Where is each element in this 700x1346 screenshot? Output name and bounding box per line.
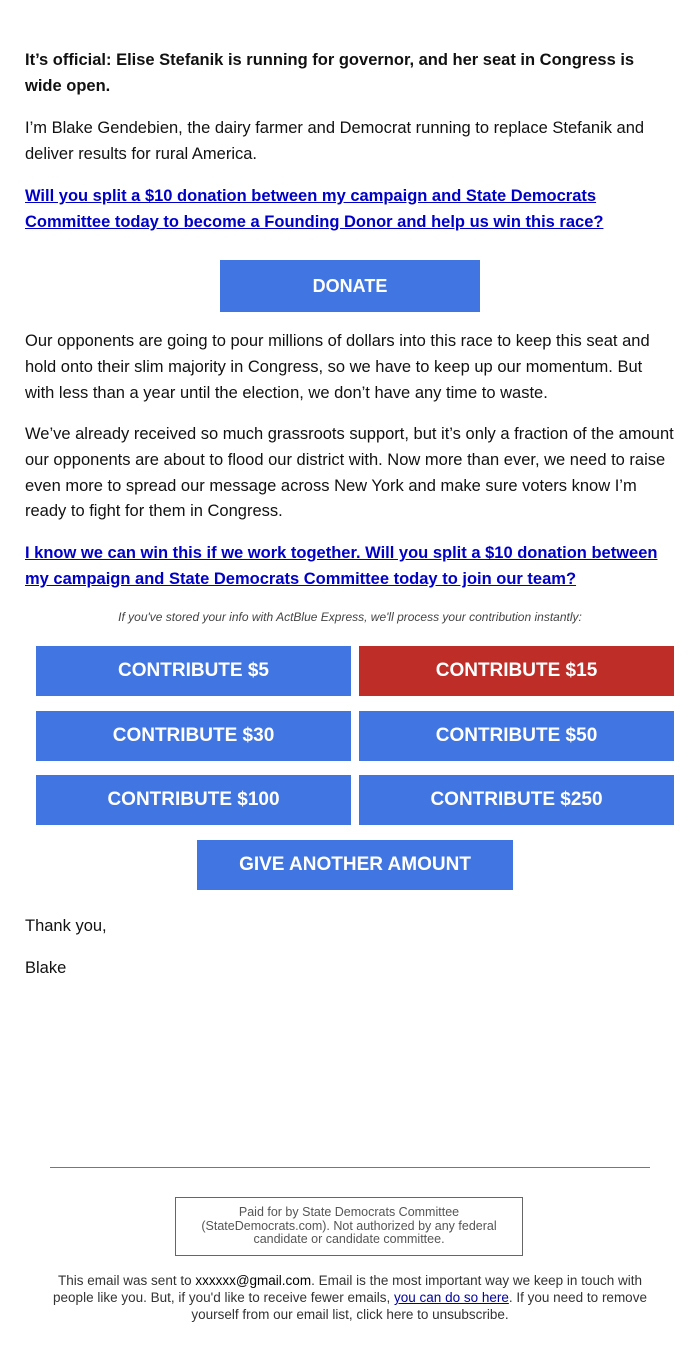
signature: Blake	[25, 959, 67, 977]
contribute-5-button[interactable]: CONTRIBUTE $5	[36, 646, 351, 696]
footer-sent-post: . If you need to remove yourself from our email list, click here to unsubscribe.	[191, 1290, 647, 1322]
contribute-250-button[interactable]: CONTRIBUTE $250	[359, 775, 674, 825]
signoff: Thank you,	[25, 917, 107, 935]
contribute-50-button[interactable]: CONTRIBUTE $50	[359, 711, 674, 761]
donate-button[interactable]: DONATE	[220, 260, 480, 312]
footer-sent-pre: This email was sent to	[58, 1273, 196, 1288]
intro-paragraph: I’m Blake Gendebien, the dairy farmer and Democrat running to replace Stefanik and deliver results for rural America.	[25, 119, 645, 163]
fewer-emails-link[interactable]: you can do so here	[394, 1290, 509, 1305]
contribute-15-button[interactable]: CONTRIBUTE $15	[359, 646, 674, 696]
footer-text	[45, 1272, 655, 1323]
paid-for-disclaimer: Paid for by State Democrats Committee (StateDemocrats.com). Not authorized by any federal candidate or candidate committee.	[175, 1197, 523, 1256]
donation-ask-link-2[interactable]: I know we can win this if we work together. Will you split a $10 donation between my campaign and State Democrats Committee today to join our team?	[25, 544, 658, 588]
paragraph-grassroots: We’ve already received so much grassroots support, but it’s only a fraction of the amount our opponents are about to flood our district with. Now more than ever, we need to raise even more to spread our message across New York and make sure voters know I’m ready to fight for them in Congress.	[25, 425, 674, 521]
headline: It’s official: Elise Stefanik is running for governor, and her seat in Congress is wide open.	[25, 51, 635, 95]
footer-divider	[50, 1167, 650, 1168]
donation-ask-link-1[interactable]: Will you split a $10 donation between my campaign and State Democrats Committee today to become a Founding Donor and help us win this race?	[25, 187, 604, 231]
footer-sent-mid: . Email is the most important way we keep in touch with people like you. But, if you'd like to receive fewer emails,	[53, 1273, 642, 1305]
actblue-express-note: If you've stored your info with ActBlue Express, we'll process your contribution instantly:	[118, 610, 582, 624]
recipient-email: xxxxxx@gmail.com	[195, 1273, 312, 1288]
paragraph-opponents: Our opponents are going to pour millions of dollars into this race to keep this seat and hold onto their slim majority in Congress, so we have to keep up our momentum. But with less than a year until the election, we don’t have any time to waste.	[25, 332, 650, 402]
give-another-amount-button[interactable]: GIVE ANOTHER AMOUNT	[197, 840, 513, 890]
contribute-30-button[interactable]: CONTRIBUTE $30	[36, 711, 351, 761]
contribute-100-button[interactable]: CONTRIBUTE $100	[36, 775, 351, 825]
